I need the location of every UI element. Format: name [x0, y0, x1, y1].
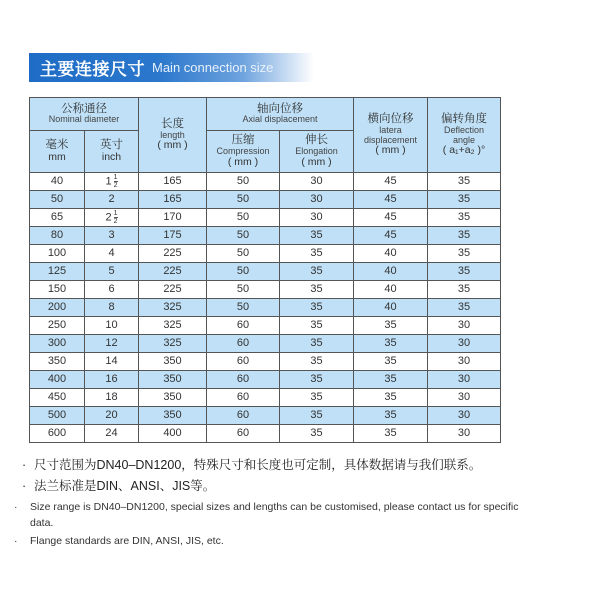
cell-deflection: 35: [428, 227, 501, 245]
cell-elongation: 35: [280, 245, 354, 263]
cell-length: 350: [139, 389, 207, 407]
table-row: [30, 227, 501, 245]
note-cn-size-range: · 尺寸范围为DN40–DN1200，特殊尺寸和长度也可定制，具体数据请与我们联系。: [22, 458, 482, 472]
header-deflection-angle: 偏转角度 Deflection angle ( a₁+a₂ )°: [428, 98, 501, 173]
cell-mm: 50: [30, 191, 85, 209]
section-title-en: Main connection size: [152, 60, 274, 75]
cell-deflection: 35: [428, 263, 501, 281]
cell-compression: 60: [207, 335, 280, 353]
cell-inch: 2: [85, 191, 139, 209]
cell-elongation: 35: [280, 371, 354, 389]
cell-inch: 18: [85, 389, 139, 407]
table-row: [30, 335, 501, 353]
cell-inch: 8: [85, 299, 139, 317]
cell-length: 350: [139, 371, 207, 389]
cell-compression: 60: [207, 389, 280, 407]
cell-deflection: 30: [428, 335, 501, 353]
cell-lateral: 40: [354, 245, 428, 263]
cell-inch: 5: [85, 263, 139, 281]
cell-lateral: 35: [354, 425, 428, 443]
cell-compression: 60: [207, 371, 280, 389]
cell-inch: 12: [85, 335, 139, 353]
header-elongation: 伸长 Elongation ( mm ): [280, 131, 354, 173]
cell-compression: 60: [207, 353, 280, 371]
cell-elongation: 35: [280, 425, 354, 443]
cell-length: 225: [139, 281, 207, 299]
header-axial-displacement: 轴向位移 Axial displacement: [207, 98, 354, 131]
note-en-size-range: · Size range is DN40–DN1200, special sizes and lengths can be customised, please contact us for specific data.: [14, 501, 519, 529]
cell-inch: 3: [85, 227, 139, 245]
cell-compression: 60: [207, 317, 280, 335]
cell-length: 165: [139, 191, 207, 209]
cell-compression: 50: [207, 173, 280, 191]
header-length: 长度 length ( mm ): [139, 98, 207, 173]
cell-lateral: 35: [354, 389, 428, 407]
fraction: $\frac{1}{2}$: [113, 174, 118, 189]
cell-elongation: 35: [280, 407, 354, 425]
table-row: [30, 173, 501, 191]
cell-lateral: 35: [354, 317, 428, 335]
cell-compression: 60: [207, 425, 280, 443]
cell-lateral: 40: [354, 263, 428, 281]
cell-elongation: 35: [280, 281, 354, 299]
table-row: [30, 407, 501, 425]
table-row: [30, 209, 501, 227]
table-row: [30, 281, 501, 299]
table-row: [30, 263, 501, 281]
cell-deflection: 30: [428, 425, 501, 443]
cell-lateral: 45: [354, 209, 428, 227]
cell-mm: 200: [30, 299, 85, 317]
cell-lateral: 35: [354, 407, 428, 425]
cell-mm: 150: [30, 281, 85, 299]
table-row: [30, 299, 501, 317]
cell-deflection: 35: [428, 299, 501, 317]
header-nominal-diameter: 公称通径 Nominal diameter: [30, 98, 139, 131]
header-mm: 毫米 mm: [30, 131, 85, 173]
cell-deflection: 30: [428, 389, 501, 407]
table-row: [30, 245, 501, 263]
cell-elongation: 30: [280, 173, 354, 191]
notes: [14, 455, 522, 549]
cell-length: 325: [139, 317, 207, 335]
cell-inch: 1 $\frac{1}{2}$: [85, 173, 139, 191]
cell-length: 325: [139, 335, 207, 353]
header-inch: 英寸 inch: [85, 131, 139, 173]
cell-deflection: 35: [428, 191, 501, 209]
header-compression: 压缩 Compression ( mm ): [207, 131, 280, 173]
cell-inch: 16: [85, 371, 139, 389]
table-body: [30, 173, 501, 443]
cell-length: 225: [139, 245, 207, 263]
cell-inch: 14: [85, 353, 139, 371]
cell-mm: 80: [30, 227, 85, 245]
cell-compression: 60: [207, 407, 280, 425]
cell-elongation: 35: [280, 335, 354, 353]
cell-inch: 2 $\frac{1}{2}$: [85, 209, 139, 227]
cell-mm: 400: [30, 371, 85, 389]
cell-length: 225: [139, 263, 207, 281]
cell-lateral: 45: [354, 227, 428, 245]
cell-length: 175: [139, 227, 207, 245]
cell-deflection: 35: [428, 281, 501, 299]
header-lateral-displacement: 横向位移 latera displacement ( mm ): [354, 98, 428, 173]
cell-mm: 40: [30, 173, 85, 191]
cell-mm: 100: [30, 245, 85, 263]
table-row: [30, 371, 501, 389]
table-row: [30, 353, 501, 371]
cell-length: 170: [139, 209, 207, 227]
cell-lateral: 35: [354, 335, 428, 353]
cell-lateral: 35: [354, 371, 428, 389]
cell-mm: 350: [30, 353, 85, 371]
cell-mm: 250: [30, 317, 85, 335]
cell-deflection: 35: [428, 173, 501, 191]
cell-deflection: 30: [428, 371, 501, 389]
fraction: $\frac{1}{2}$: [113, 210, 118, 225]
cell-lateral: 45: [354, 191, 428, 209]
cell-compression: 50: [207, 263, 280, 281]
section-title-banner: [29, 53, 314, 82]
cell-elongation: 30: [280, 191, 354, 209]
cell-elongation: 35: [280, 227, 354, 245]
cell-compression: 50: [207, 299, 280, 317]
cell-mm: 125: [30, 263, 85, 281]
cell-lateral: 45: [354, 173, 428, 191]
cell-inch: 20: [85, 407, 139, 425]
cell-length: 325: [139, 299, 207, 317]
cell-inch: 4: [85, 245, 139, 263]
cell-compression: 50: [207, 281, 280, 299]
cell-mm: 450: [30, 389, 85, 407]
cell-compression: 50: [207, 191, 280, 209]
cell-length: 165: [139, 173, 207, 191]
cell-compression: 50: [207, 227, 280, 245]
cell-compression: 50: [207, 245, 280, 263]
cell-deflection: 30: [428, 317, 501, 335]
table-row: [30, 191, 501, 209]
note-cn-flange-standards: · 法兰标准是DIN、ANSI、JIS等。: [22, 479, 216, 493]
cell-deflection: 30: [428, 407, 501, 425]
cell-mm: 500: [30, 407, 85, 425]
section-title-cn: 主要连接尺寸: [40, 60, 145, 79]
table-row: [30, 317, 501, 335]
cell-length: 400: [139, 425, 207, 443]
table-row: [30, 425, 501, 443]
cell-elongation: 35: [280, 263, 354, 281]
cell-inch: 6: [85, 281, 139, 299]
cell-lateral: 40: [354, 281, 428, 299]
cell-inch: 10: [85, 317, 139, 335]
cell-elongation: 35: [280, 389, 354, 407]
table-row: [30, 389, 501, 407]
cell-lateral: 35: [354, 353, 428, 371]
connection-size-table: [29, 97, 501, 443]
cell-compression: 50: [207, 209, 280, 227]
cell-elongation: 35: [280, 353, 354, 371]
cell-mm: 600: [30, 425, 85, 443]
note-en-flange-standards: · Flange standards are DIN, ANSI, JIS, etc.: [14, 535, 224, 547]
cell-elongation: 35: [280, 317, 354, 335]
cell-length: 350: [139, 353, 207, 371]
cell-lateral: 40: [354, 299, 428, 317]
cell-elongation: 35: [280, 299, 354, 317]
cell-deflection: 30: [428, 353, 501, 371]
cell-length: 350: [139, 407, 207, 425]
cell-deflection: 35: [428, 245, 501, 263]
cell-elongation: 30: [280, 209, 354, 227]
cell-deflection: 35: [428, 209, 501, 227]
cell-mm: 65: [30, 209, 85, 227]
cell-mm: 300: [30, 335, 85, 353]
cell-inch: 24: [85, 425, 139, 443]
